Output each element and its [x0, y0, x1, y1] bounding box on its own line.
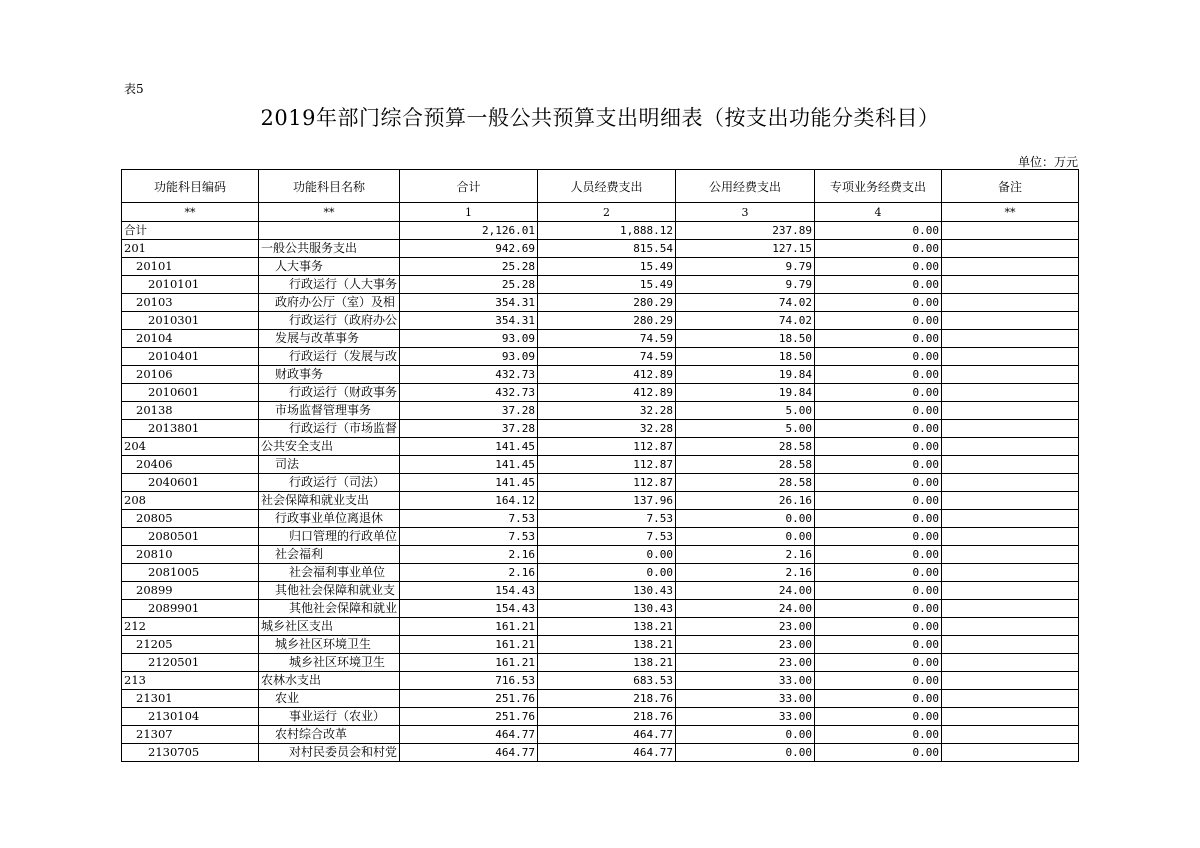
cell-special: 0.00 [815, 240, 942, 258]
cell-special: 0.00 [815, 744, 942, 762]
cell-public: 19.84 [676, 384, 815, 402]
cell-public: 18.50 [676, 330, 815, 348]
cell-special: 0.00 [815, 402, 942, 420]
cell-personnel: 0.00 [538, 546, 676, 564]
table-row [122, 582, 1079, 600]
table-row [122, 402, 1079, 420]
cell-code: 208 [122, 492, 259, 510]
cell-special: 0.00 [815, 294, 942, 312]
column-number: ** [122, 203, 259, 222]
header-total: 合计 [400, 170, 538, 203]
cell-note [942, 618, 1079, 636]
table-row [122, 564, 1079, 582]
table-row [122, 330, 1079, 348]
cell-personnel: 464.77 [538, 744, 676, 762]
table-row [122, 708, 1079, 726]
cell-code: 合计 [122, 222, 259, 240]
cell-personnel: 1,888.12 [538, 222, 676, 240]
cell-special: 0.00 [815, 276, 942, 294]
cell-public: 74.02 [676, 312, 815, 330]
cell-note [942, 492, 1079, 510]
cell-name: 司法 [259, 456, 400, 474]
cell-code: 20138 [122, 402, 259, 420]
table-row [122, 600, 1079, 618]
cell-total: 2,126.01 [400, 222, 538, 240]
table-row [122, 312, 1079, 330]
cell-code: 2130705 [122, 744, 259, 762]
cell-public: 26.16 [676, 492, 815, 510]
cell-special: 0.00 [815, 636, 942, 654]
cell-code: 2010601 [122, 384, 259, 402]
cell-note [942, 384, 1079, 402]
cell-special: 0.00 [815, 366, 942, 384]
cell-name: 归口管理的行政单位 [259, 528, 400, 546]
cell-code: 20805 [122, 510, 259, 528]
cell-code: 20810 [122, 546, 259, 564]
cell-name: 行政运行（政府办公 [259, 312, 400, 330]
cell-special: 0.00 [815, 654, 942, 672]
cell-note [942, 438, 1079, 456]
cell-code: 21307 [122, 726, 259, 744]
cell-total: 161.21 [400, 636, 538, 654]
cell-personnel: 683.53 [538, 672, 676, 690]
table-row [122, 366, 1079, 384]
cell-public: 0.00 [676, 510, 815, 528]
cell-personnel: 138.21 [538, 636, 676, 654]
table-row [122, 636, 1079, 654]
cell-personnel: 74.59 [538, 330, 676, 348]
cell-code: 21205 [122, 636, 259, 654]
cell-note [942, 690, 1079, 708]
cell-note [942, 330, 1079, 348]
table-row [122, 384, 1079, 402]
cell-code: 20106 [122, 366, 259, 384]
cell-public: 0.00 [676, 528, 815, 546]
cell-public: 0.00 [676, 744, 815, 762]
cell-note [942, 600, 1079, 618]
cell-name: 行政运行（发展与改 [259, 348, 400, 366]
cell-special: 0.00 [815, 672, 942, 690]
cell-special: 0.00 [815, 456, 942, 474]
cell-personnel: 32.28 [538, 402, 676, 420]
cell-total: 37.28 [400, 420, 538, 438]
cell-public: 18.50 [676, 348, 815, 366]
cell-personnel: 280.29 [538, 294, 676, 312]
cell-code: 213 [122, 672, 259, 690]
table-row [122, 726, 1079, 744]
cell-personnel: 280.29 [538, 312, 676, 330]
cell-code: 21301 [122, 690, 259, 708]
table-row [122, 240, 1079, 258]
cell-note [942, 456, 1079, 474]
cell-personnel: 412.89 [538, 384, 676, 402]
header-personnel: 人员经费支出 [538, 170, 676, 203]
cell-name: 农林水支出 [259, 672, 400, 690]
cell-note [942, 474, 1079, 492]
cell-name: 城乡社区环境卫生 [259, 654, 400, 672]
cell-public: 19.84 [676, 366, 815, 384]
cell-personnel: 137.96 [538, 492, 676, 510]
cell-total: 141.45 [400, 456, 538, 474]
cell-name: 对村民委员会和村党 [259, 744, 400, 762]
column-number: 4 [815, 203, 942, 222]
cell-personnel: 74.59 [538, 348, 676, 366]
table-row [122, 276, 1079, 294]
header-public: 公用经费支出 [676, 170, 815, 203]
cell-special: 0.00 [815, 690, 942, 708]
cell-special: 0.00 [815, 546, 942, 564]
cell-total: 7.53 [400, 528, 538, 546]
cell-name [259, 222, 400, 240]
cell-public: 23.00 [676, 654, 815, 672]
cell-code: 20103 [122, 294, 259, 312]
cell-code: 204 [122, 438, 259, 456]
cell-special: 0.00 [815, 726, 942, 744]
page-title: 2019年部门综合预算一般公共预算支出明细表（按支出功能分类科目） [260, 106, 940, 130]
budget-expenditure-table [121, 169, 1079, 762]
cell-special: 0.00 [815, 474, 942, 492]
cell-total: 432.73 [400, 384, 538, 402]
cell-personnel: 0.00 [538, 564, 676, 582]
table-row [122, 510, 1079, 528]
cell-code: 2013801 [122, 420, 259, 438]
cell-special: 0.00 [815, 618, 942, 636]
header-note: 备注 [942, 170, 1079, 203]
cell-code: 201 [122, 240, 259, 258]
cell-total: 354.31 [400, 312, 538, 330]
cell-public: 2.16 [676, 564, 815, 582]
cell-name: 市场监督管理事务 [259, 402, 400, 420]
cell-total: 7.53 [400, 510, 538, 528]
cell-total: 161.21 [400, 654, 538, 672]
cell-name: 城乡社区环境卫生 [259, 636, 400, 654]
cell-note [942, 276, 1079, 294]
cell-personnel: 218.76 [538, 690, 676, 708]
cell-total: 141.45 [400, 474, 538, 492]
cell-personnel: 464.77 [538, 726, 676, 744]
cell-note [942, 564, 1079, 582]
table-number-label: 表5 [124, 82, 144, 96]
cell-total: 141.45 [400, 438, 538, 456]
cell-special: 0.00 [815, 510, 942, 528]
cell-code: 2120501 [122, 654, 259, 672]
cell-code: 2130104 [122, 708, 259, 726]
cell-note [942, 348, 1079, 366]
cell-public: 5.00 [676, 402, 815, 420]
cell-personnel: 130.43 [538, 600, 676, 618]
cell-personnel: 15.49 [538, 258, 676, 276]
cell-note [942, 510, 1079, 528]
cell-personnel: 218.76 [538, 708, 676, 726]
cell-total: 2.16 [400, 546, 538, 564]
cell-personnel: 112.87 [538, 474, 676, 492]
table-body [122, 222, 1079, 762]
cell-public: 9.79 [676, 276, 815, 294]
header-name: 功能科目名称 [259, 170, 400, 203]
cell-public: 28.58 [676, 456, 815, 474]
cell-public: 28.58 [676, 438, 815, 456]
cell-public: 5.00 [676, 420, 815, 438]
cell-public: 23.00 [676, 618, 815, 636]
table-row [122, 618, 1079, 636]
cell-name: 一般公共服务支出 [259, 240, 400, 258]
cell-name: 其他社会保障和就业支 [259, 582, 400, 600]
table-row [122, 672, 1079, 690]
cell-name: 行政运行（司法） [259, 474, 400, 492]
cell-personnel: 412.89 [538, 366, 676, 384]
cell-public: 24.00 [676, 600, 815, 618]
table-row [122, 420, 1079, 438]
cell-note [942, 528, 1079, 546]
cell-name: 财政事务 [259, 366, 400, 384]
table-row [122, 294, 1079, 312]
cell-special: 0.00 [815, 258, 942, 276]
cell-total: 354.31 [400, 294, 538, 312]
table-row [122, 258, 1079, 276]
cell-name: 其他社会保障和就业 [259, 600, 400, 618]
cell-total: 37.28 [400, 402, 538, 420]
table-row [122, 690, 1079, 708]
cell-total: 2.16 [400, 564, 538, 582]
table-row [122, 456, 1079, 474]
cell-total: 25.28 [400, 276, 538, 294]
cell-name: 公共安全支出 [259, 438, 400, 456]
cell-name: 社会福利事业单位 [259, 564, 400, 582]
table-row [122, 348, 1079, 366]
cell-note [942, 672, 1079, 690]
cell-name: 社会保障和就业支出 [259, 492, 400, 510]
unit-label: 单位：万元 [1017, 155, 1078, 169]
cell-public: 33.00 [676, 672, 815, 690]
column-number: 1 [400, 203, 538, 222]
cell-public: 237.89 [676, 222, 815, 240]
table-row [122, 222, 1079, 240]
cell-total: 154.43 [400, 582, 538, 600]
cell-name: 社会福利 [259, 546, 400, 564]
cell-public: 2.16 [676, 546, 815, 564]
cell-public: 24.00 [676, 582, 815, 600]
cell-public: 23.00 [676, 636, 815, 654]
cell-note [942, 744, 1079, 762]
cell-personnel: 112.87 [538, 456, 676, 474]
cell-personnel: 815.54 [538, 240, 676, 258]
cell-total: 93.09 [400, 330, 538, 348]
header-code: 功能科目编码 [122, 170, 259, 203]
cell-name: 城乡社区支出 [259, 618, 400, 636]
cell-note [942, 708, 1079, 726]
column-number: ** [942, 203, 1079, 222]
cell-note [942, 312, 1079, 330]
cell-total: 464.77 [400, 744, 538, 762]
cell-code: 2010301 [122, 312, 259, 330]
cell-code: 2089901 [122, 600, 259, 618]
cell-total: 432.73 [400, 366, 538, 384]
cell-note [942, 636, 1079, 654]
cell-special: 0.00 [815, 384, 942, 402]
cell-special: 0.00 [815, 312, 942, 330]
cell-public: 127.15 [676, 240, 815, 258]
cell-note [942, 222, 1079, 240]
cell-personnel: 130.43 [538, 582, 676, 600]
cell-public: 74.02 [676, 294, 815, 312]
cell-personnel: 138.21 [538, 654, 676, 672]
table-row [122, 546, 1079, 564]
cell-public: 28.58 [676, 474, 815, 492]
cell-total: 164.12 [400, 492, 538, 510]
column-number: 2 [538, 203, 676, 222]
cell-note [942, 582, 1079, 600]
cell-note [942, 258, 1079, 276]
cell-total: 464.77 [400, 726, 538, 744]
cell-note [942, 546, 1079, 564]
cell-special: 0.00 [815, 582, 942, 600]
cell-personnel: 112.87 [538, 438, 676, 456]
cell-special: 0.00 [815, 600, 942, 618]
cell-note [942, 366, 1079, 384]
cell-personnel: 32.28 [538, 420, 676, 438]
cell-total: 251.76 [400, 690, 538, 708]
cell-special: 0.00 [815, 564, 942, 582]
table-row [122, 654, 1079, 672]
table-row [122, 744, 1079, 762]
cell-note [942, 240, 1079, 258]
cell-public: 33.00 [676, 690, 815, 708]
cell-personnel: 7.53 [538, 510, 676, 528]
cell-note [942, 726, 1079, 744]
cell-code: 212 [122, 618, 259, 636]
table-row [122, 492, 1079, 510]
cell-total: 161.21 [400, 618, 538, 636]
cell-special: 0.00 [815, 348, 942, 366]
cell-special: 0.00 [815, 330, 942, 348]
cell-total: 25.28 [400, 258, 538, 276]
cell-special: 0.00 [815, 222, 942, 240]
cell-note [942, 402, 1079, 420]
cell-name: 行政运行（财政事务 [259, 384, 400, 402]
table-row [122, 528, 1079, 546]
cell-code: 20899 [122, 582, 259, 600]
cell-special: 0.00 [815, 438, 942, 456]
table-row [122, 474, 1079, 492]
cell-special: 0.00 [815, 708, 942, 726]
column-number: ** [259, 203, 400, 222]
cell-public: 0.00 [676, 726, 815, 744]
cell-note [942, 294, 1079, 312]
cell-name: 政府办公厅（室）及相 [259, 294, 400, 312]
cell-special: 0.00 [815, 492, 942, 510]
header-row [122, 170, 1079, 203]
cell-name: 农村综合改革 [259, 726, 400, 744]
cell-public: 9.79 [676, 258, 815, 276]
column-number: 3 [676, 203, 815, 222]
cell-note [942, 654, 1079, 672]
cell-code: 20101 [122, 258, 259, 276]
cell-total: 251.76 [400, 708, 538, 726]
cell-name: 发展与改革事务 [259, 330, 400, 348]
cell-code: 2080501 [122, 528, 259, 546]
cell-code: 20406 [122, 456, 259, 474]
column-number-row [122, 203, 1079, 222]
cell-code: 2010401 [122, 348, 259, 366]
cell-personnel: 138.21 [538, 618, 676, 636]
cell-code: 2040601 [122, 474, 259, 492]
cell-total: 154.43 [400, 600, 538, 618]
cell-personnel: 7.53 [538, 528, 676, 546]
cell-name: 人大事务 [259, 258, 400, 276]
cell-name: 行政运行（人大事务 [259, 276, 400, 294]
cell-public: 33.00 [676, 708, 815, 726]
cell-code: 2081005 [122, 564, 259, 582]
cell-total: 942.69 [400, 240, 538, 258]
cell-name: 事业运行（农业） [259, 708, 400, 726]
cell-code: 20104 [122, 330, 259, 348]
cell-note [942, 420, 1079, 438]
cell-name: 农业 [259, 690, 400, 708]
cell-code: 2010101 [122, 276, 259, 294]
table-row [122, 438, 1079, 456]
cell-special: 0.00 [815, 420, 942, 438]
cell-special: 0.00 [815, 528, 942, 546]
cell-name: 行政运行（市场监督 [259, 420, 400, 438]
cell-total: 93.09 [400, 348, 538, 366]
header-special: 专项业务经费支出 [815, 170, 942, 203]
cell-name: 行政事业单位离退休 [259, 510, 400, 528]
cell-personnel: 15.49 [538, 276, 676, 294]
cell-total: 716.53 [400, 672, 538, 690]
